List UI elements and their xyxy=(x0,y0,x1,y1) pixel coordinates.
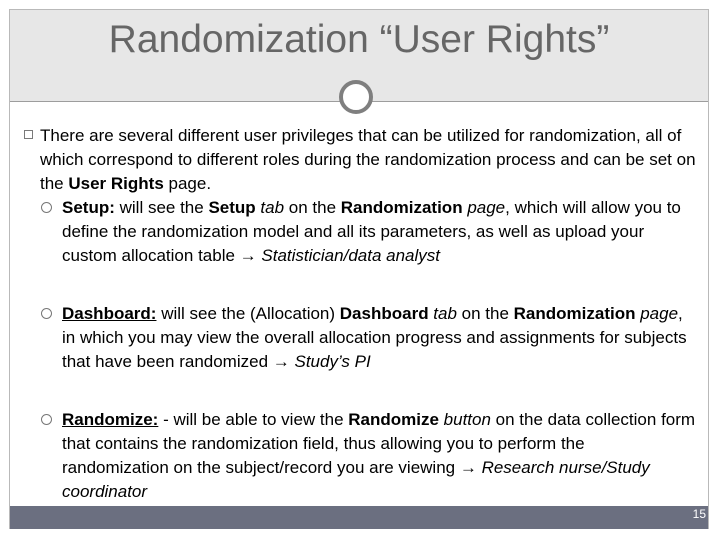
setup-label: Setup: xyxy=(62,198,115,217)
dashboard-italic-2: page xyxy=(635,304,679,323)
randomize-text-1: - will be able to view the xyxy=(158,410,349,429)
sub-bullet-randomize xyxy=(24,408,696,504)
dashboard-italic-1: tab xyxy=(428,304,457,323)
slide-title: Randomization “User Rights” xyxy=(108,18,610,61)
dashboard-text-2: on the xyxy=(456,304,514,323)
dashboard-label: Dashboard: xyxy=(62,304,157,323)
sub-bullet-dashboard xyxy=(24,302,696,374)
setup-text-3: , which will allow you to define the randomization model and all its parameters, as well as upload your custom allocation table → xyxy=(62,198,681,265)
intro-bullet xyxy=(24,124,696,196)
randomize-label: Randomize: xyxy=(62,410,159,429)
setup-role: Statistician/data analyst xyxy=(261,246,440,265)
dashboard-text-3: , in which you may view the overall allocation progress and assignments for subjects that have been randomized → xyxy=(62,304,687,371)
randomize-text-2: on the data collection form that contains the randomization field, thus allowing you to perform the randomization on the subject/record you are viewing → xyxy=(62,410,696,477)
intro-end-text: page. xyxy=(163,174,212,193)
randomize-role: Research nurse/Study coordinator xyxy=(62,458,650,501)
ring-bullet-icon xyxy=(41,202,52,213)
setup-bold-2: Randomization xyxy=(340,198,463,217)
intro-bold-text: User Rights xyxy=(68,174,164,193)
ring-bullet-icon xyxy=(41,414,52,425)
randomize-bold-1: Randomize xyxy=(348,410,439,429)
setup-bold-1: Setup xyxy=(208,198,256,217)
dashboard-bold-2: Randomization xyxy=(513,304,636,323)
sub-bullet-setup xyxy=(24,196,696,268)
square-bullet-icon xyxy=(24,130,33,139)
setup-text-1: will see the xyxy=(114,198,209,217)
dashboard-bold-1: Dashboard xyxy=(339,304,429,323)
dashboard-text-1: will see the (Allocation) xyxy=(156,304,340,323)
ring-bullet-icon xyxy=(41,308,52,319)
footer-bar xyxy=(10,506,708,529)
intro-text: There are several different user privileges that can be utilized for randomization, all of which correspond to different roles during the randomization process and can be set on the xyxy=(40,126,696,193)
setup-text-2: on the xyxy=(284,198,341,217)
setup-italic-2: page xyxy=(462,198,506,217)
setup-italic-1: tab xyxy=(255,198,285,217)
circle-ornament-icon xyxy=(339,80,373,114)
randomize-italic-1: button xyxy=(438,410,491,429)
dashboard-role: Study’s PI xyxy=(294,352,371,371)
page-number: 15 xyxy=(692,507,706,521)
slide-body xyxy=(24,124,696,504)
